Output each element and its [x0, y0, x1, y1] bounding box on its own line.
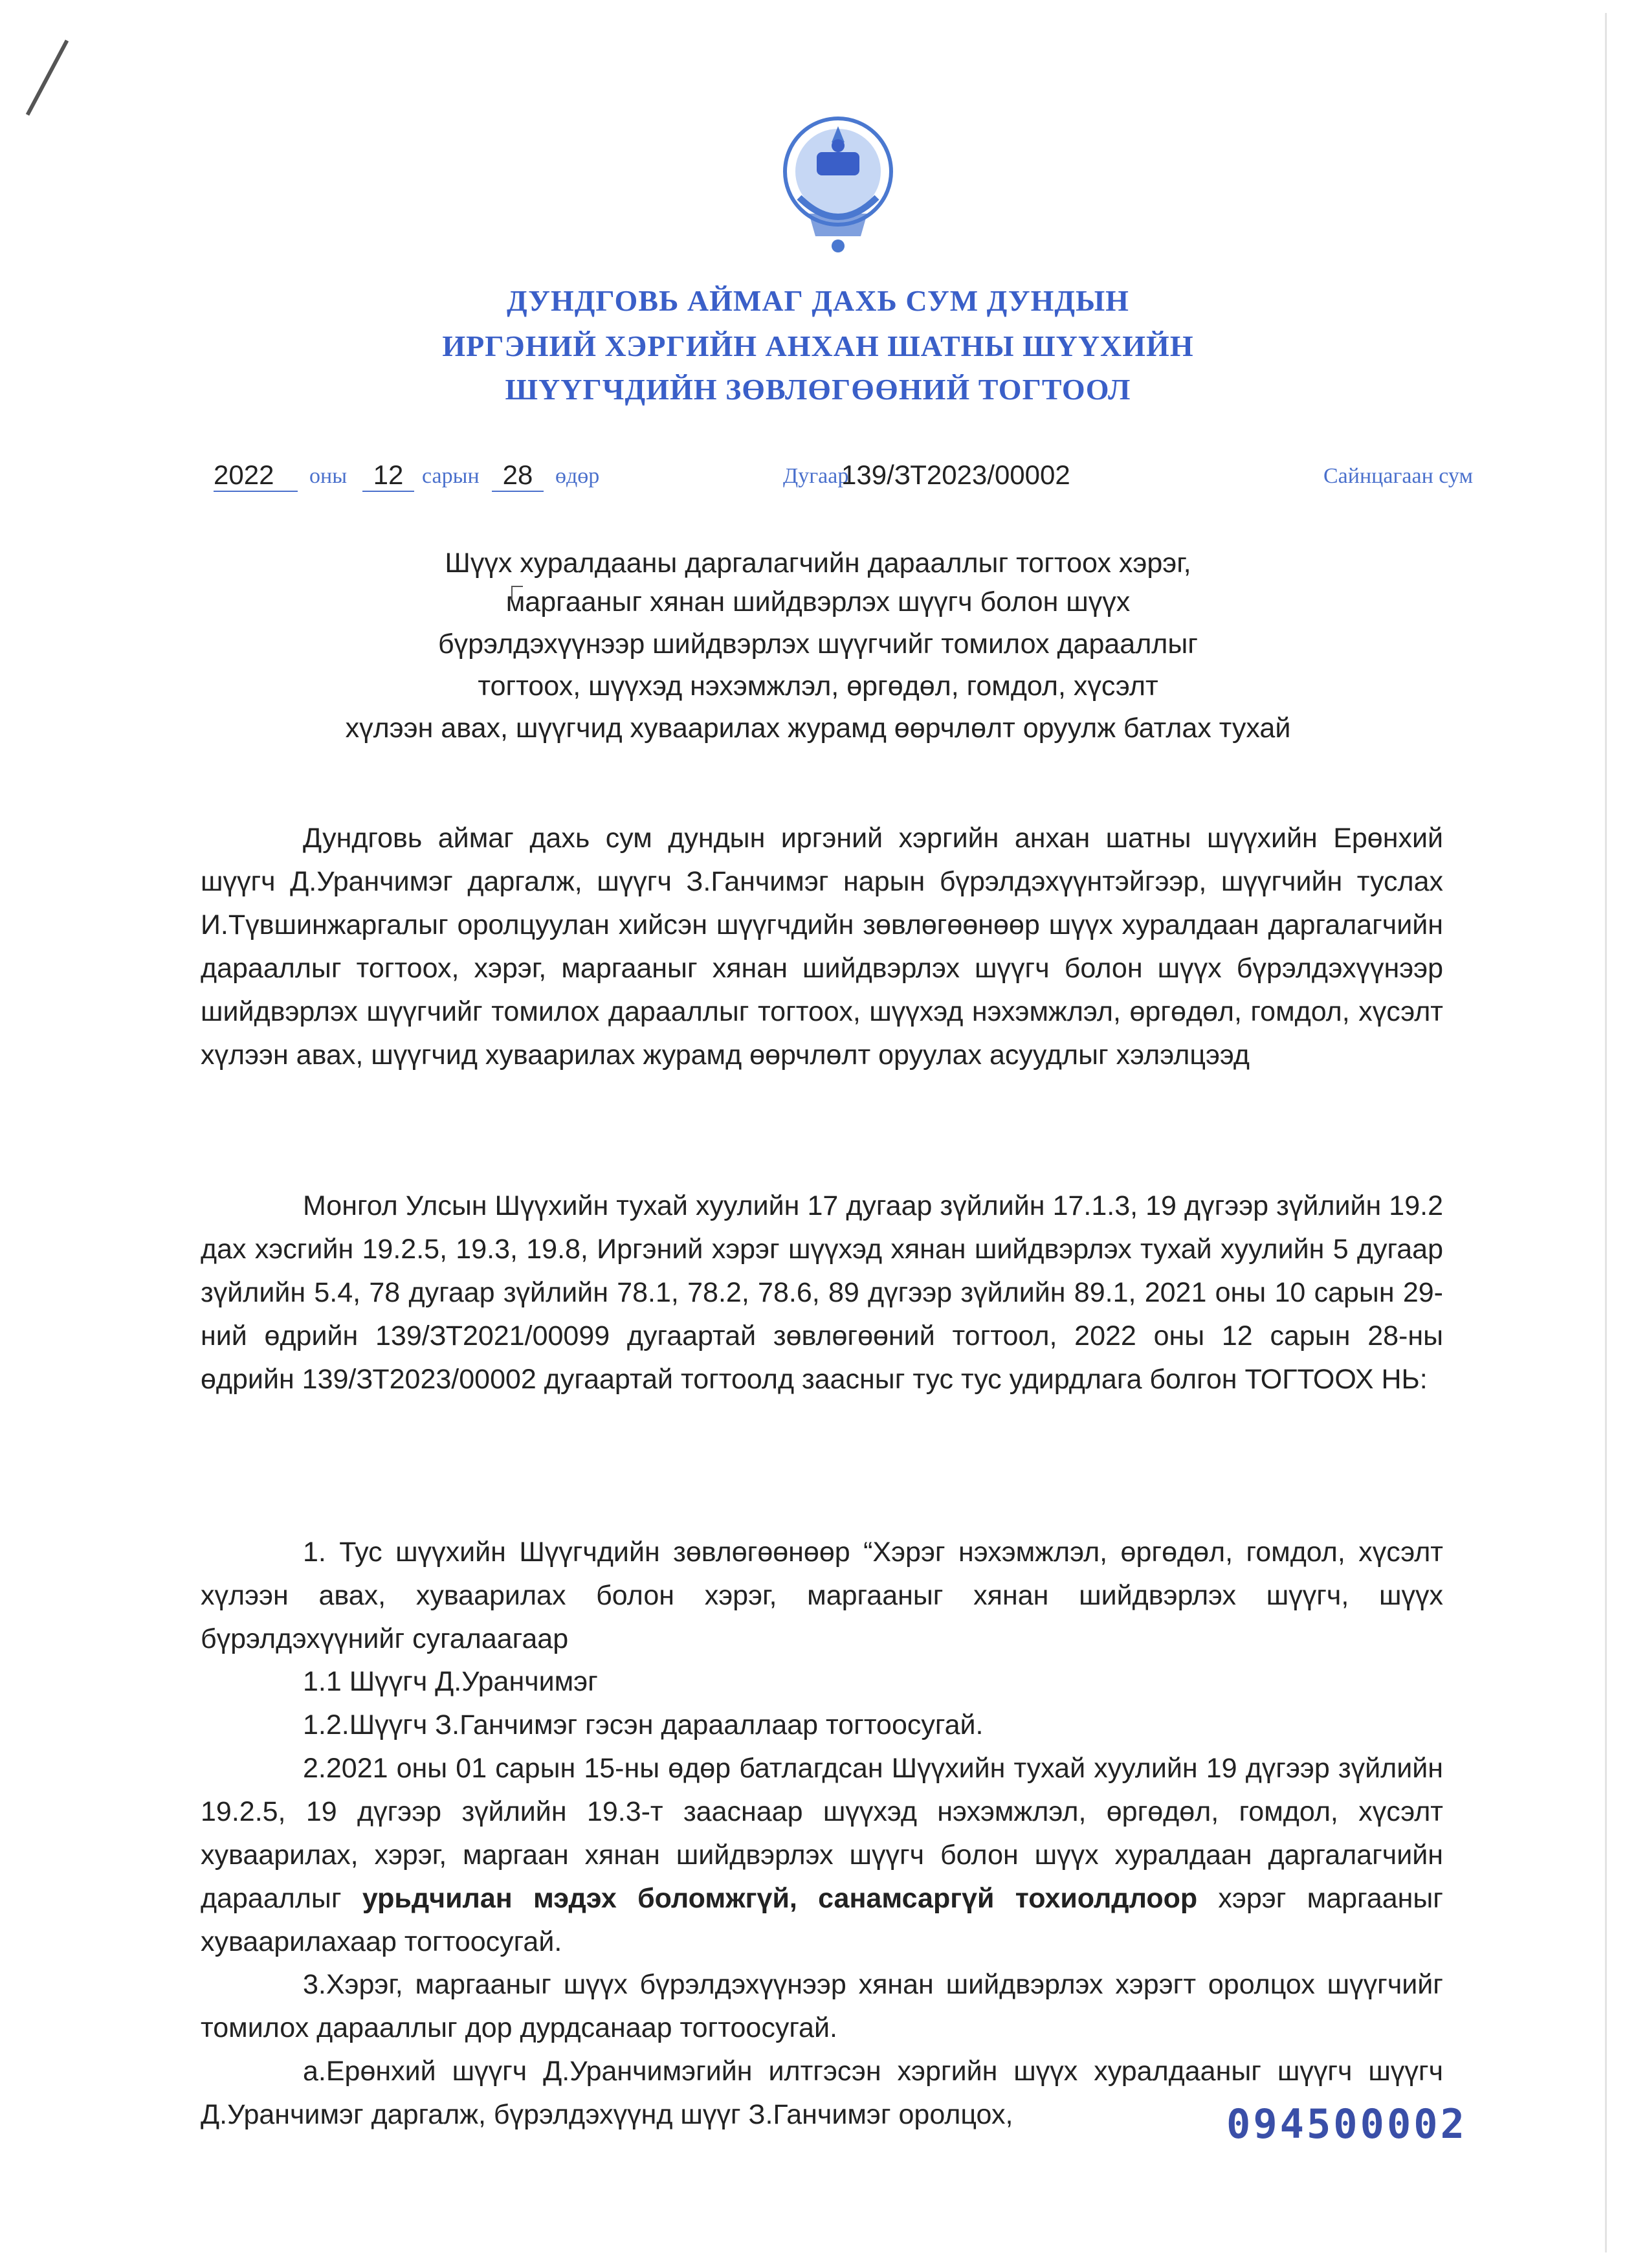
legal-basis-text: Монгол Улсын Шүүхийн тухай хуулийн 17 дугаар зүйлийн 17.1.3, 19 дүгээр зүйлийн 19.2 дах хэсгийн 19.2.5, 19.3, 19.8, Иргэний хэрэг шүүхэд хянан шийдвэрлэх тухай хуулийн 5 дугаар зүйлийн 5.4, 78 дугаар зүйлийн 78.1, 78.2, 78.6, 89 дүгээр зүйлийн 89.1, 2021 оны 10 сарын 29-ний өдрийн 139/ЗТ2021/00099 дугаартай зөвлөгөөний тогтоол, 2022 оны 12 сарын 28-ны өдрийн 139/ЗТ2023/00002 дугаартай тогтоолд заасныг тус тус удирдлага болгон ТОГТООХ НЬ:	[201, 1190, 1443, 1395]
item-2	[201, 1747, 1443, 1964]
meta-year-label: оны	[309, 464, 348, 488]
meta-month: 12	[362, 460, 414, 492]
state-emblem	[764, 107, 912, 256]
document-meta-line	[214, 456, 1508, 495]
document-type-title: ШҮҮГЧДИЙН ЗӨВЛӨГӨӨНИЙ ТОГТООЛ	[505, 373, 1131, 406]
meta-day-label: өдөр	[555, 464, 600, 488]
title-line-5: хүлээн авах, шүүгчид хуваарилах журамд өөрчлөлт оруулж батлах тухай	[345, 713, 1291, 744]
item-3	[201, 1963, 1443, 2050]
legal-basis-paragraph	[201, 1184, 1443, 1401]
preamble-paragraph	[201, 817, 1443, 1077]
court-name-line-1: ДУНДГОВЬ АЙМАГ ДАХЬ СУМ ДУНДЫН	[507, 284, 1129, 317]
bracket-mark	[511, 586, 523, 600]
item-1-text: 1. Тус шүүхийн Шүүгчдийн зөвлөгөөнөөр “Хэрэг нэхэмжлэл, өргөдөл, гомдол, хүсэлт хүлээн авах, хуваарилах болон хэрэг, маргааныг хянан шийдвэрлэх шүүгч, шүүх бүрэлдэхүүнийг сугалаагаар	[201, 1537, 1443, 1654]
preamble-text: Дундговь аймаг дахь сум дундын иргэний хэргийн анхан шатны шүүхийн Ерөнхий шүүгч Д.Уранчимэг даргалж, шүүгч З.Ганчимэг нарын бүрэлдэхүүнтэйгээр, шүүгчийн туслах И.Түвшинжаргалыг оролцуулан хийсэн шүүгчдийн зөвлөгөөнөөр шүүх хуралдаан даргалагчийн дарааллыг тогтоох, хэрэг, маргааныг хянан шийдвэрлэх шүүгч болон шүүх бүрэлдэхүүнээр шийдвэрлэх шүүгчийг томилох дарааллыг тогтоох, шүүхэд нэхэмжлэл, өргөдөл, гомдол, хүсэлт хүлээн авах, шүүгчид хуваарилах журамд өөрчлөлт оруулах асуудлыг хэлэлцээд	[201, 823, 1443, 1071]
item-1-2-text: 1.2.Шүүгч З.Ганчимэг гэсэн дарааллаар тогтоосугай.	[303, 1709, 984, 1740]
item-1-2	[201, 1704, 1443, 1747]
item-2-text-a: 2.2021 оны 01 сарын 15-ны өдөр батлагдсан Шүүхийн тухай хуулийн 19 дүгээр зүйлийн 19.2.5, 19 дүгээр зүйлийн 19.3-т зааснаар шүүхэд нэхэмжлэл, өргөдөл, гомдол, хүсэлт хуваарилах, хэрэг, маргаан хянан шийдвэрлэх шүүгч болон шүүх хуралдаан даргалагчийн дарааллыг	[201, 1753, 1443, 1914]
scan-mark	[26, 39, 69, 116]
meta-day: 28	[492, 460, 544, 492]
item-3a-text: а.Ерөнхий шүүгч Д.Уранчимэгийн илтгэсэн хэргийн шүүх хуралдааныг шүүгч шүүгч Д.Уранчимэг даргалж, бүрэлдэхүүнд шүүг З.Ганчимэг оролцох,	[201, 2056, 1443, 2130]
meta-number: 139/ЗТ2023/00002	[841, 460, 1070, 490]
meta-month-label: сарын	[422, 464, 480, 488]
meta-place: Сайнцагаан сум	[1323, 464, 1473, 488]
title-line-4: тогтоох, шүүхэд нэхэмжлэл, өргөдөл, гомдол, хүсэлт	[478, 671, 1158, 702]
item-2-text-b: хэрэг маргааныг хуваарилахаар тогтоосугай.	[201, 1883, 1443, 1957]
court-name-line-2: ИРГЭНИЙ ХЭРГИЙН АНХАН ШАТНЫ ШҮҮХИЙН	[442, 329, 1194, 362]
meta-year: 2022	[214, 460, 298, 492]
item-1-1-text: 1.1 Шүүгч Д.Уранчимэг	[303, 1666, 598, 1697]
title-line-1: Шүүх хуралдааны даргалагчийн дарааллыг тогтоох хэрэг,	[445, 548, 1191, 579]
title-line-2: маргааныг хянан шийдвэрлэх шүүгч болон шүүх	[505, 586, 1131, 617]
title-line-3: бүрэлдэхүүнээр шийдвэрлэх шүүгчийг томилох дарааллыг	[438, 628, 1198, 660]
serial-number-stamp: 094500002	[1226, 2100, 1467, 2148]
item-3-text: 3.Хэрэг, маргааныг шүүх бүрэлдэхүүнээр хянан шийдвэрлэх хэрэгт оролцох шүүгчийг томилох дарааллыг дор дурдсанаар тогтоосугай.	[201, 1969, 1443, 2043]
item-1-1	[201, 1660, 1443, 1704]
meta-number-label: Дугаар	[783, 464, 849, 488]
item-1	[201, 1531, 1443, 1661]
item-2-emphasis: урьдчилан мэдэх боломжгүй, санамсаргүй тохиолдлоор	[362, 1883, 1198, 1914]
